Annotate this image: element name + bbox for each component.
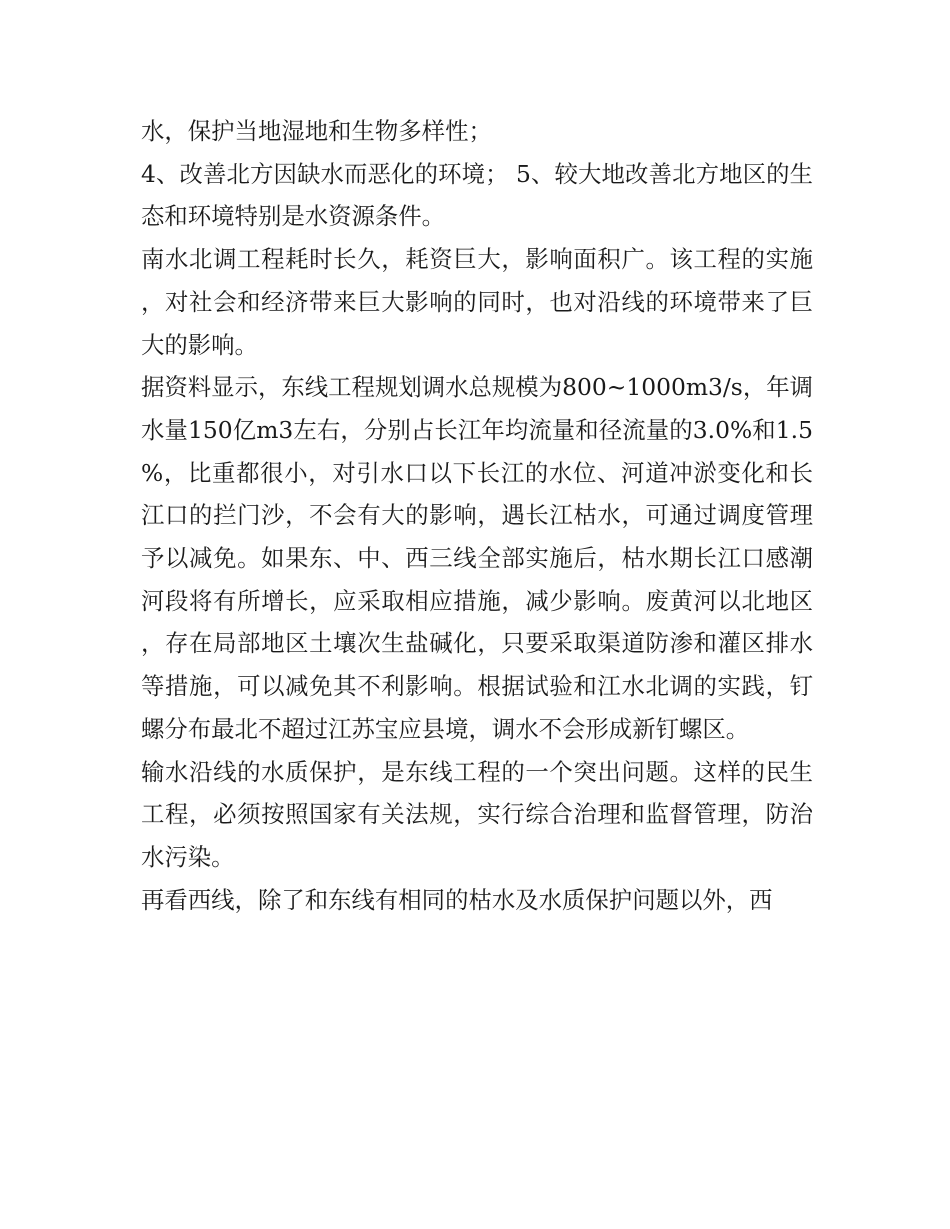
document-body [141, 110, 813, 921]
paragraph-2: 4、改善北方因缺水而恶化的环境； 5、较大地改善北方地区的生态和环境特别是水资源条件。 [141, 159, 813, 231]
paragraph-4: 据资料显示，东线工程规划调水总规模为800~1000m3/s，年调水量150亿m3左右，分别占长江年均流量和径流量的3.0%和1.5%，比重都很小，对引水口以下长江的水位、河道冲淤变化和长江口的拦门沙，不会有大的影响，遇长江枯水，可通过调度管理予以减免。如果东、中、西三线全部实施后，枯水期长江口感潮河段将有所增长，应采取相应措施，减少影响。废黄河以北地区，存在局部地区土壤次生盐碱化，只要采取渠道防渗和灌区排水等措施，可以减免其不利影响。根据试验和江水北调的实践，钉螺分布最北不超过江苏宝应县境，调水不会形成新钉螺区。 [141, 373, 813, 743]
paragraph-1: 水，保护当地湿地和生物多样性； [141, 117, 492, 145]
paragraph-6: 再看西线，除了和东线有相同的枯水及水质保护问题以外，西 [141, 885, 773, 914]
paragraph-5: 输水沿线的水质保护，是东线工程的一个突出问题。这样的民生工程，必须按照国家有关法规，实行综合治理和监督管理，防治水污染。 [141, 757, 813, 871]
paragraph-3: 南水北调工程耗时长久，耗资巨大，影响面积广。该工程的实施，对社会和经济带来巨大影响的同时，也对沿线的环境带来了巨大的影响。 [141, 245, 813, 359]
